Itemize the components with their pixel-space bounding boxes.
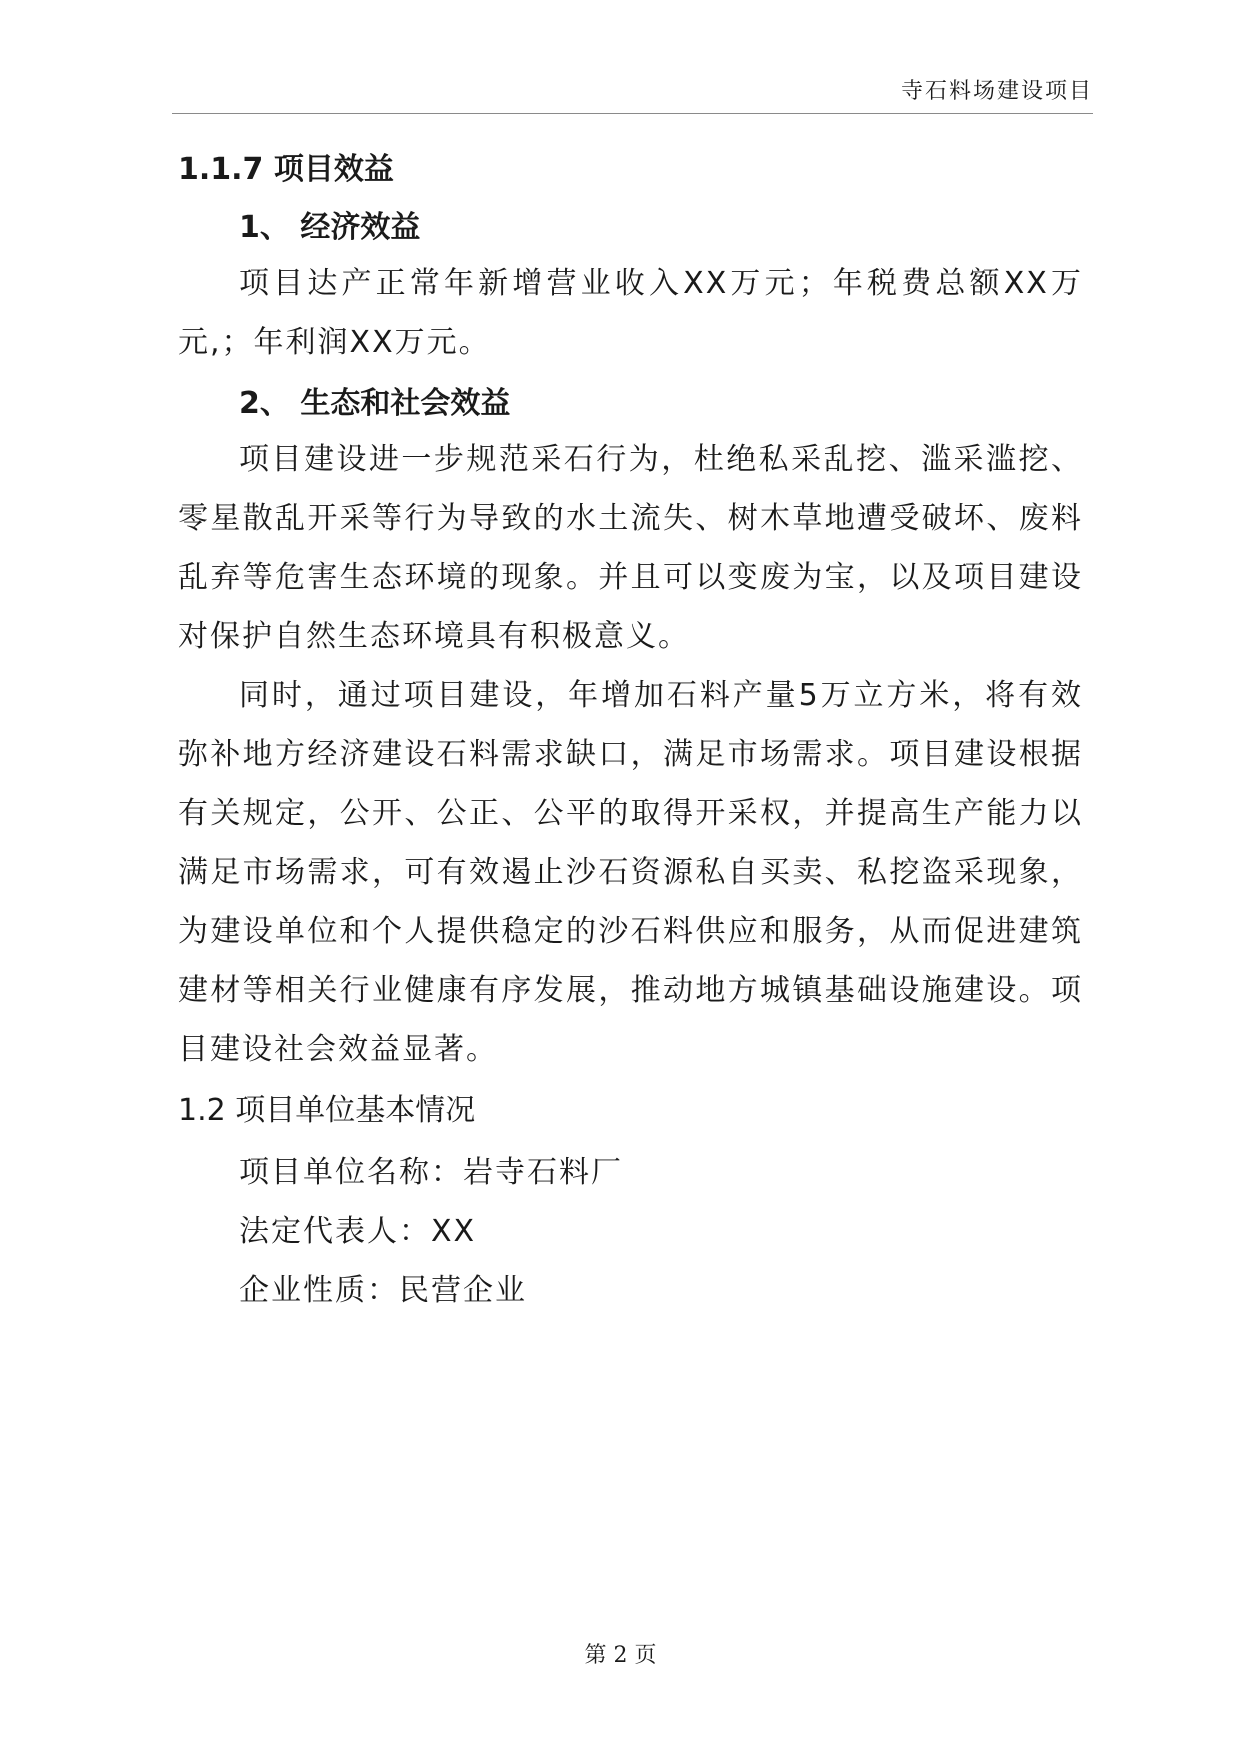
section-title-1-1-7: 1.1.7 项目效益: [178, 152, 394, 187]
paragraph-economic: 项目达产正常年新增营业收入XX万元；年税费总额XX万元,；年利润XX万元。: [178, 266, 1083, 360]
page-body: [178, 144, 1083, 1320]
paragraph-eco-social-1: 项目建设进一步规范采石行为，杜绝私采乱挖、滥采滥挖、零星散乱开采等行为导致的水土流失、树木草地遭受破坏、废料乱弃等危害生态环境的现象。并且可以变废为宝，以及项目建设对保护自然生态环境具有积极意义。: [178, 442, 1083, 654]
unit-name-line: 项目单位名称：岩寺石料厂: [239, 1155, 623, 1190]
enterprise-nature-line: 企业性质：民营企业: [239, 1273, 527, 1308]
header-rule: [172, 113, 1093, 114]
running-header: 寺石料场建设项目: [900, 79, 1093, 104]
paragraph-eco-social-2: 同时，通过项目建设，年增加石料产量5万立方米，将有效弥补地方经济建设石料需求缺口，满足市场需求。项目建设根据有关规定，公开、公正、公平的取得开采权，并提高生产能力以满足市场需求，可有效遏止沙石资源私自买卖、私挖盗采现象，为建设单位和个人提供稳定的沙石料供应和服务，从而促进建筑建材等相关行业健康有序发展，推动地方城镇基础设施建设。项目建设社会效益显著。: [178, 678, 1083, 1067]
subsection-title-economic: 1、 经济效益: [239, 210, 421, 245]
section-title-1-2: 1.2 项目单位基本情况: [178, 1093, 476, 1128]
subsection-title-eco-social: 2、 生态和社会效益: [239, 386, 511, 421]
page-number: 第 2 页: [584, 1643, 657, 1668]
legal-rep-line: 法定代表人：XX: [239, 1214, 477, 1249]
